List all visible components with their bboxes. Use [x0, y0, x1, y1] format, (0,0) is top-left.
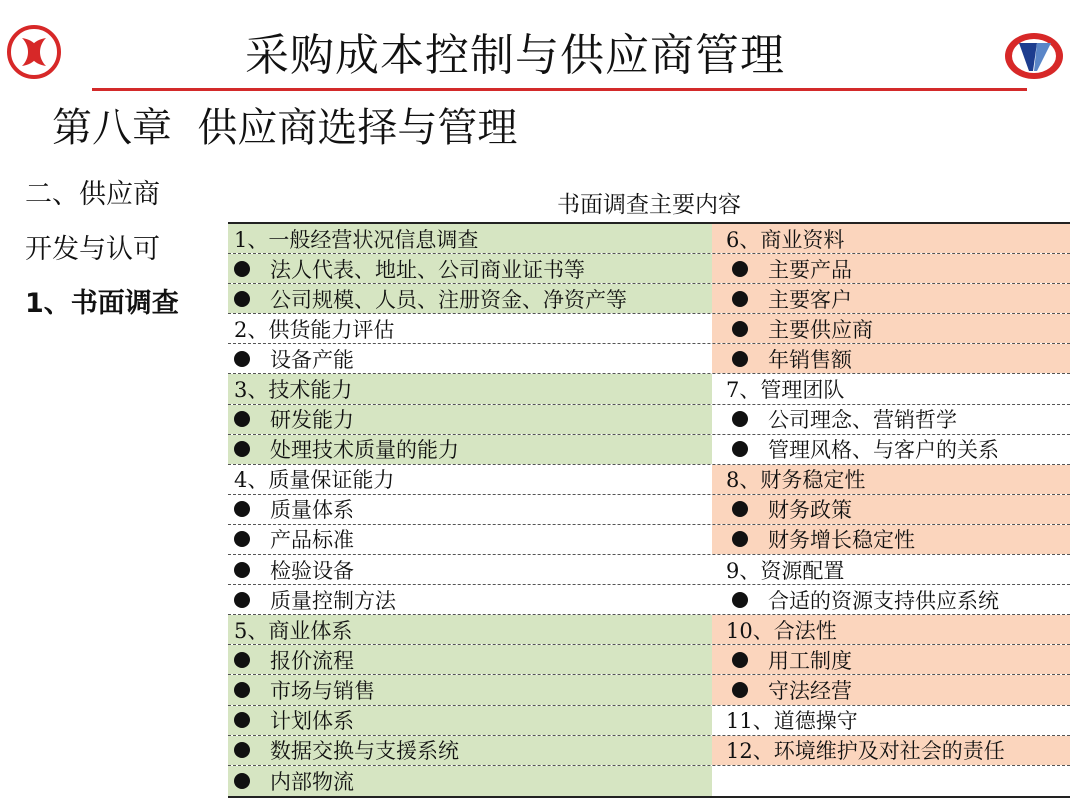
bullet-icon	[732, 652, 748, 668]
table-cell-left	[228, 675, 712, 704]
bullet-icon	[234, 441, 250, 457]
table-cell-right	[712, 495, 1070, 524]
table-cell-left	[228, 525, 712, 554]
bullet-icon	[234, 682, 250, 698]
cell-text: 市场与销售	[270, 678, 375, 703]
table-row	[228, 675, 1070, 705]
bullet-icon	[234, 501, 250, 517]
cell-text: 12、环境维护及对社会的责任	[726, 739, 1005, 764]
table-cell-left	[228, 706, 712, 735]
cell-text: 2、供货能力评估	[234, 317, 395, 342]
cell-text: 财务政策	[768, 498, 852, 523]
table-cell-left	[228, 405, 712, 434]
cell-text: 产品标准	[270, 528, 354, 553]
bullet-icon	[234, 652, 250, 668]
cell-text: 4、质量保证能力	[234, 468, 395, 493]
table-cell-right	[712, 706, 1070, 735]
cell-text: 质量控制方法	[270, 588, 396, 613]
table-row	[228, 254, 1070, 284]
table-cell-right	[712, 465, 1070, 494]
table-cell-right	[712, 254, 1070, 283]
bullet-icon	[234, 351, 250, 367]
bullet-icon	[732, 531, 748, 547]
table-cell-left	[228, 254, 712, 283]
chapter-heading: 第八章 供应商选择与管理	[52, 105, 518, 151]
cell-text: 8、财务稳定性	[726, 468, 866, 493]
bullet-icon	[732, 441, 748, 457]
bullet-icon	[234, 712, 250, 728]
bullet-icon	[732, 682, 748, 698]
cell-text: 研发能力	[270, 408, 354, 433]
cell-text: 合适的资源支持供应系统	[768, 588, 999, 613]
cell-text: 6、商业资料	[726, 227, 845, 252]
table-cell-left	[228, 585, 712, 614]
table-row	[228, 766, 1070, 796]
table-cell-left	[228, 344, 712, 373]
cell-text: 守法经营	[768, 678, 852, 703]
table-row	[228, 224, 1070, 254]
cell-text: 主要供应商	[768, 317, 873, 342]
table-row	[228, 374, 1070, 404]
cell-text: 9、资源配置	[726, 558, 845, 583]
cell-text: 设备产能	[270, 347, 354, 372]
table-cell-left	[228, 615, 712, 644]
survey-content-table	[228, 222, 1070, 798]
bullet-icon	[732, 592, 748, 608]
cell-text: 用工制度	[768, 648, 852, 673]
subsection-heading: 1、书面调查	[25, 288, 179, 319]
cell-text: 法人代表、地址、公司商业证书等	[270, 257, 585, 282]
bullet-icon	[732, 501, 748, 517]
table-cell-right	[712, 435, 1070, 464]
table-row	[228, 284, 1070, 314]
table-cell-left	[228, 766, 712, 796]
cell-text: 3、技术能力	[234, 378, 353, 403]
bullet-icon	[732, 351, 748, 367]
bullet-icon	[234, 562, 250, 578]
table-row	[228, 585, 1070, 615]
table-cell-right	[712, 314, 1070, 343]
table-row	[228, 314, 1070, 344]
table-row	[228, 465, 1070, 495]
table-cell-left	[228, 224, 712, 253]
table-cell-left	[228, 736, 712, 765]
cell-text: 内部物流	[270, 769, 354, 794]
cell-text: 财务增长稳定性	[768, 528, 915, 553]
table-row	[228, 736, 1070, 766]
table-row	[228, 555, 1070, 585]
table-cell-right	[712, 645, 1070, 674]
bullet-icon	[234, 261, 250, 277]
bullet-icon	[234, 531, 250, 547]
cell-text: 11、道德操守	[726, 709, 858, 734]
cell-text: 检验设备	[270, 558, 354, 583]
table-cell-left	[228, 465, 712, 494]
table-row	[228, 344, 1070, 374]
cell-text: 管理风格、与客户的关系	[768, 438, 999, 463]
table-cell-right	[712, 585, 1070, 614]
cell-text: 计划体系	[270, 709, 354, 734]
bullet-icon	[732, 291, 748, 307]
table-cell-right	[712, 525, 1070, 554]
table-row	[228, 615, 1070, 645]
cell-text: 处理技术质量的能力	[270, 438, 459, 463]
table-cell-right	[712, 555, 1070, 584]
bullet-icon	[732, 321, 748, 337]
cell-text: 主要产品	[768, 257, 852, 282]
bullet-icon	[732, 411, 748, 427]
bullet-icon	[234, 742, 250, 758]
table-caption: 书面调查主要内容	[557, 192, 741, 218]
cell-text: 主要客户	[768, 287, 852, 312]
table-cell-right	[712, 284, 1070, 313]
section-heading-line2: 开发与认可	[25, 234, 160, 265]
table-row	[228, 495, 1070, 525]
table-row	[228, 706, 1070, 736]
table-cell-right	[712, 736, 1070, 765]
cell-text: 年销售额	[768, 347, 852, 372]
table-cell-left	[228, 374, 712, 403]
cell-text: 7、管理团队	[726, 378, 845, 403]
cell-text: 数据交换与支援系统	[270, 739, 459, 764]
table-row	[228, 435, 1070, 465]
bullet-icon	[732, 261, 748, 277]
section-heading-line1: 二、供应商	[25, 179, 160, 210]
bullet-icon	[234, 291, 250, 307]
table-cell-left	[228, 435, 712, 464]
table-row	[228, 645, 1070, 675]
cell-text: 1、一般经营状况信息调查	[234, 227, 479, 252]
bullet-icon	[234, 592, 250, 608]
table-cell-left	[228, 284, 712, 313]
table-cell-right	[712, 766, 1070, 796]
cell-text: 报价流程	[270, 648, 354, 673]
bullet-icon	[234, 411, 250, 427]
cell-text: 10、合法性	[726, 618, 837, 643]
table-cell-left	[228, 314, 712, 343]
bullet-icon	[234, 773, 250, 789]
table-cell-right	[712, 224, 1070, 253]
title-divider	[92, 88, 1027, 91]
table-cell-right	[712, 615, 1070, 644]
table-cell-left	[228, 645, 712, 674]
table-cell-right	[712, 374, 1070, 403]
cell-text: 5、商业体系	[234, 618, 353, 643]
table-cell-left	[228, 555, 712, 584]
table-row	[228, 405, 1070, 435]
table-row	[228, 525, 1070, 555]
table-cell-right	[712, 675, 1070, 704]
table-cell-right	[712, 405, 1070, 434]
page-title: 采购成本控制与供应商管理	[245, 30, 785, 81]
cell-text: 公司理念、营销哲学	[768, 408, 957, 433]
company-logo	[1003, 31, 1065, 81]
table-cell-left	[228, 495, 712, 524]
cell-text: 公司规模、人员、注册资金、净资产等	[270, 287, 627, 312]
cell-text: 质量体系	[270, 498, 354, 523]
table-cell-right	[712, 344, 1070, 373]
